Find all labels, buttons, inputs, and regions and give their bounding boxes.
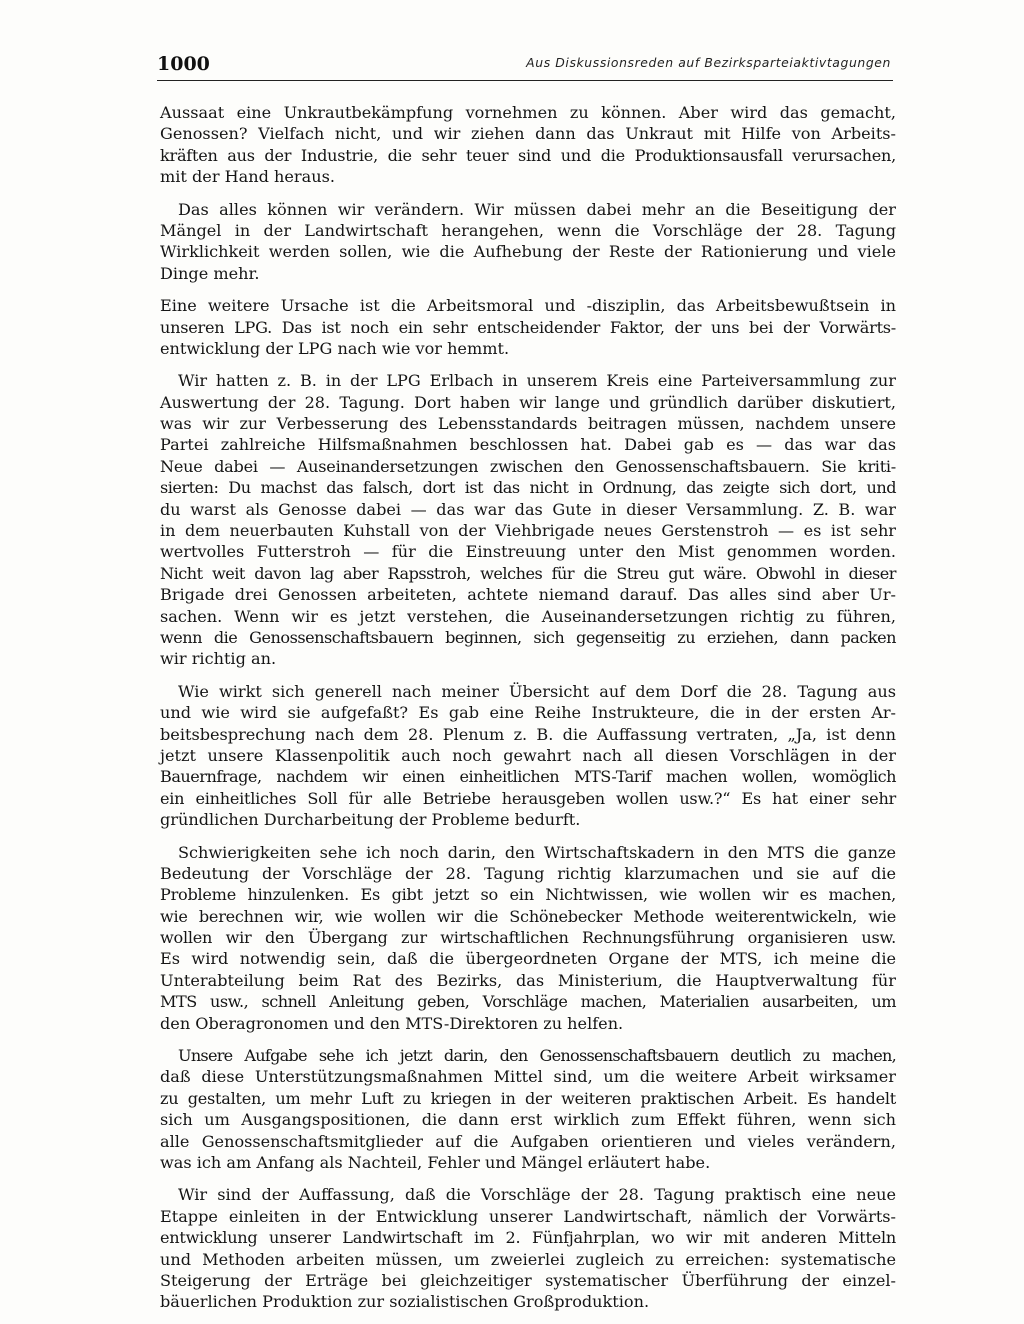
text-line: kräften aus der Industrie, die sehr teuer sind und die Produktionsausfall verursachen,: [160, 145, 896, 165]
text-line: alle Genossenschaftsmitglieder auf die Aufgaben orientieren und vieles verändern,: [160, 1131, 896, 1151]
text-line: Wir hatten z. B. in der LPG Erlbach in unserem Kreis eine Parteiversammlung zur: [178, 371, 896, 391]
body-text: [160, 102, 896, 1324]
paragraph: [160, 370, 896, 669]
text-line: entwicklung der LPG nach wie vor hemmt.: [160, 338, 510, 358]
text-line: zu gestalten, um mehr Luft zu kriegen in der weiteren praktischen Arbeit. Es handelt: [160, 1088, 896, 1108]
text-line: Steigerung der Erträge bei gleichzeitiger systematischer Überführung der einzel-: [160, 1270, 896, 1290]
text-line: Wie wirkt sich generell nach meiner Übersicht auf dem Dorf die 28. Tagung aus: [178, 681, 896, 701]
text-line: bäuerlichen Produktion zur sozialistischen Großproduktion.: [160, 1292, 650, 1312]
text-line: den Oberagronomen und den MTS-Direktoren zu helfen.: [160, 1013, 624, 1033]
text-line: wertvolles Futterstroh — für die Einstreuung unter den Mist genommen worden.: [160, 542, 896, 562]
text-line: du warst als Genosse dabei — das war das Gute in dieser Versammlung. Z. B. war: [160, 499, 896, 519]
page-number: 1000: [157, 53, 210, 75]
text-line: wie berechnen wir, wie wollen wir die Schönebecker Methode weiterentwickeln, wie: [160, 906, 896, 926]
text-line: jetzt unsere Klassenpolitik auch noch gewahrt nach all diesen Vorschlägen in der: [160, 745, 896, 765]
text-line: Brigade drei Genossen arbeiteten, achtete niemand darauf. Das alles sind aber Ur-: [160, 585, 896, 605]
paragraph: [160, 295, 896, 359]
text-line: Bauernfrage, nachdem wir einen einheitlichen MTS-Tarif machen wollen, womöglich: [160, 767, 896, 787]
text-line: Das alles können wir verändern. Wir müssen dabei mehr an die Beseitigung der: [178, 199, 896, 219]
paragraph: [160, 1045, 896, 1173]
text-line: sierten: Du machst das falsch, dort ist das nicht in Ordnung, das zeigte sich dort, und: [160, 478, 896, 498]
text-line: Aussaat eine Unkrautbekämpfung vornehmen zu können. Aber wird das gemacht,: [160, 103, 896, 122]
text-line: Dinge mehr.: [160, 263, 260, 283]
running-head: Aus Diskussionsreden auf Bezirksparteiaktivtagungen: [526, 55, 891, 70]
text-line: mit der Hand heraus.: [160, 167, 335, 187]
text-line: was ich am Anfang als Nachteil, Fehler und Mängel erläutert habe.: [160, 1152, 711, 1172]
text-line: Unterabteilung beim Rat des Bezirks, das Ministerium, die Hauptverwaltung für: [160, 970, 896, 990]
paragraph: [160, 1184, 896, 1312]
text-line: Eine weitere Ursache ist die Arbeitsmoral und -disziplin, das Arbeitsbewußtsein in: [160, 296, 896, 316]
text-line: Es wird notwendig sein, daß die übergeordneten Organe der MTS, ich meine die: [160, 949, 896, 969]
text-line: wenn die Genossenschaftsbauern beginnen, sich gegenseitig zu erziehen, dann packen: [160, 627, 896, 647]
text-line: Etappe einleiten in der Entwicklung unserer Landwirtschaft, nämlich der Vorwärts-: [160, 1206, 896, 1226]
paragraph: [160, 842, 896, 1035]
text-line: Wir sind der Auffassung, daß die Vorschläge der 28. Tagung praktisch eine neue: [178, 1185, 896, 1205]
text-line: beitsbesprechung nach dem 28. Plenum z. B. die Auffassung vertraten, „Ja, ist denn: [160, 724, 896, 744]
text-line: Bedeutung der Vorschläge der 28. Tagung richtig klarzumachen und sie auf die: [160, 863, 896, 883]
text-line: Wirklichkeit werden sollen, wie die Aufhebung der Reste der Rationierung und viele: [160, 242, 896, 262]
text-line: Probleme hinzulenken. Es gibt jetzt so ein Nichtwissen, wie wollen wir es machen,: [160, 885, 896, 905]
text-line: und wie wird sie aufgefaßt? Es gab eine Reihe Instrukteure, die in der ersten Ar-: [160, 703, 896, 723]
text-line: entwicklung unserer Landwirtschaft im 2. Fünfjahrplan, wo wir mit anderen Mitteln: [160, 1228, 896, 1248]
text-line: Partei zahlreiche Hilfsmaßnahmen beschlossen hat. Dabei gab es — das war das: [160, 435, 896, 455]
text-line: Genossen? Vielfach nicht, und wir ziehen dann das Unkraut mit Hilfe von Arbeits-: [160, 124, 896, 144]
text-line: wollen wir den Übergang zur wirtschaftlichen Rechnungsführung organisieren usw.: [160, 928, 896, 948]
text-line: unseren LPG. Das ist noch ein sehr entscheidender Faktor, der uns bei der Vorwärts-: [160, 317, 896, 337]
text-line: was wir zur Verbesserung des Lebensstandards beitragen müssen, nachdem unsere: [160, 414, 896, 434]
text-line: und Methoden arbeiten müssen, um zweierlei zugleich zu erreichen: systematische: [160, 1249, 896, 1269]
text-line: sich um Ausgangspositionen, die dann erst wirklich zum Effekt führen, wenn sich: [160, 1110, 896, 1130]
text-line: in dem neuerbauten Kuhstall von der Viehbrigade neues Gerstenstroh — es ist sehr: [160, 521, 896, 541]
text-line: Nicht weit davon lag aber Rapsstroh, welches für die Streu gut wäre. Obwohl in dieser: [160, 563, 896, 583]
page-header: [157, 50, 893, 81]
text-line: Auswertung der 28. Tagung. Dort haben wir lange und gründlich darüber diskutiert,: [160, 392, 896, 412]
text-line: sachen. Wenn wir es jetzt verstehen, die Auseinandersetzungen richtig zu führen,: [160, 606, 896, 626]
text-line: MTS usw., schnell Anleitung geben, Vorschläge machen, Materialien ausarbeiten, um: [160, 992, 896, 1012]
text-line: Neue dabei — Auseinandersetzungen zwischen den Genossenschaftsbauern. Sie kriti-: [160, 456, 896, 476]
text-line: wir richtig an.: [160, 649, 277, 669]
text-line: gründlichen Durcharbeitung der Probleme bedurft.: [160, 810, 581, 830]
paragraph: [160, 199, 896, 285]
text-line: Schwierigkeiten sehe ich noch darin, den Wirtschaftskadern in den MTS die ganze: [178, 842, 896, 862]
text-line: ein einheitliches Soll für alle Betriebe herausgeben wollen usw.?“ Es hat einer sehr: [160, 788, 896, 808]
paragraph: [160, 681, 896, 831]
text-line: Mängel in der Landwirtschaft herangehen, wenn die Vorschläge der 28. Tagung: [160, 220, 896, 240]
paragraph: [160, 102, 896, 188]
text-line: daß diese Unterstützungsmaßnahmen Mittel sind, um die weitere Arbeit wirksamer: [160, 1067, 896, 1087]
text-line: Unsere Aufgabe sehe ich jetzt darin, den Genossenschaftsbauern deutlich zu machen,: [178, 1046, 896, 1066]
